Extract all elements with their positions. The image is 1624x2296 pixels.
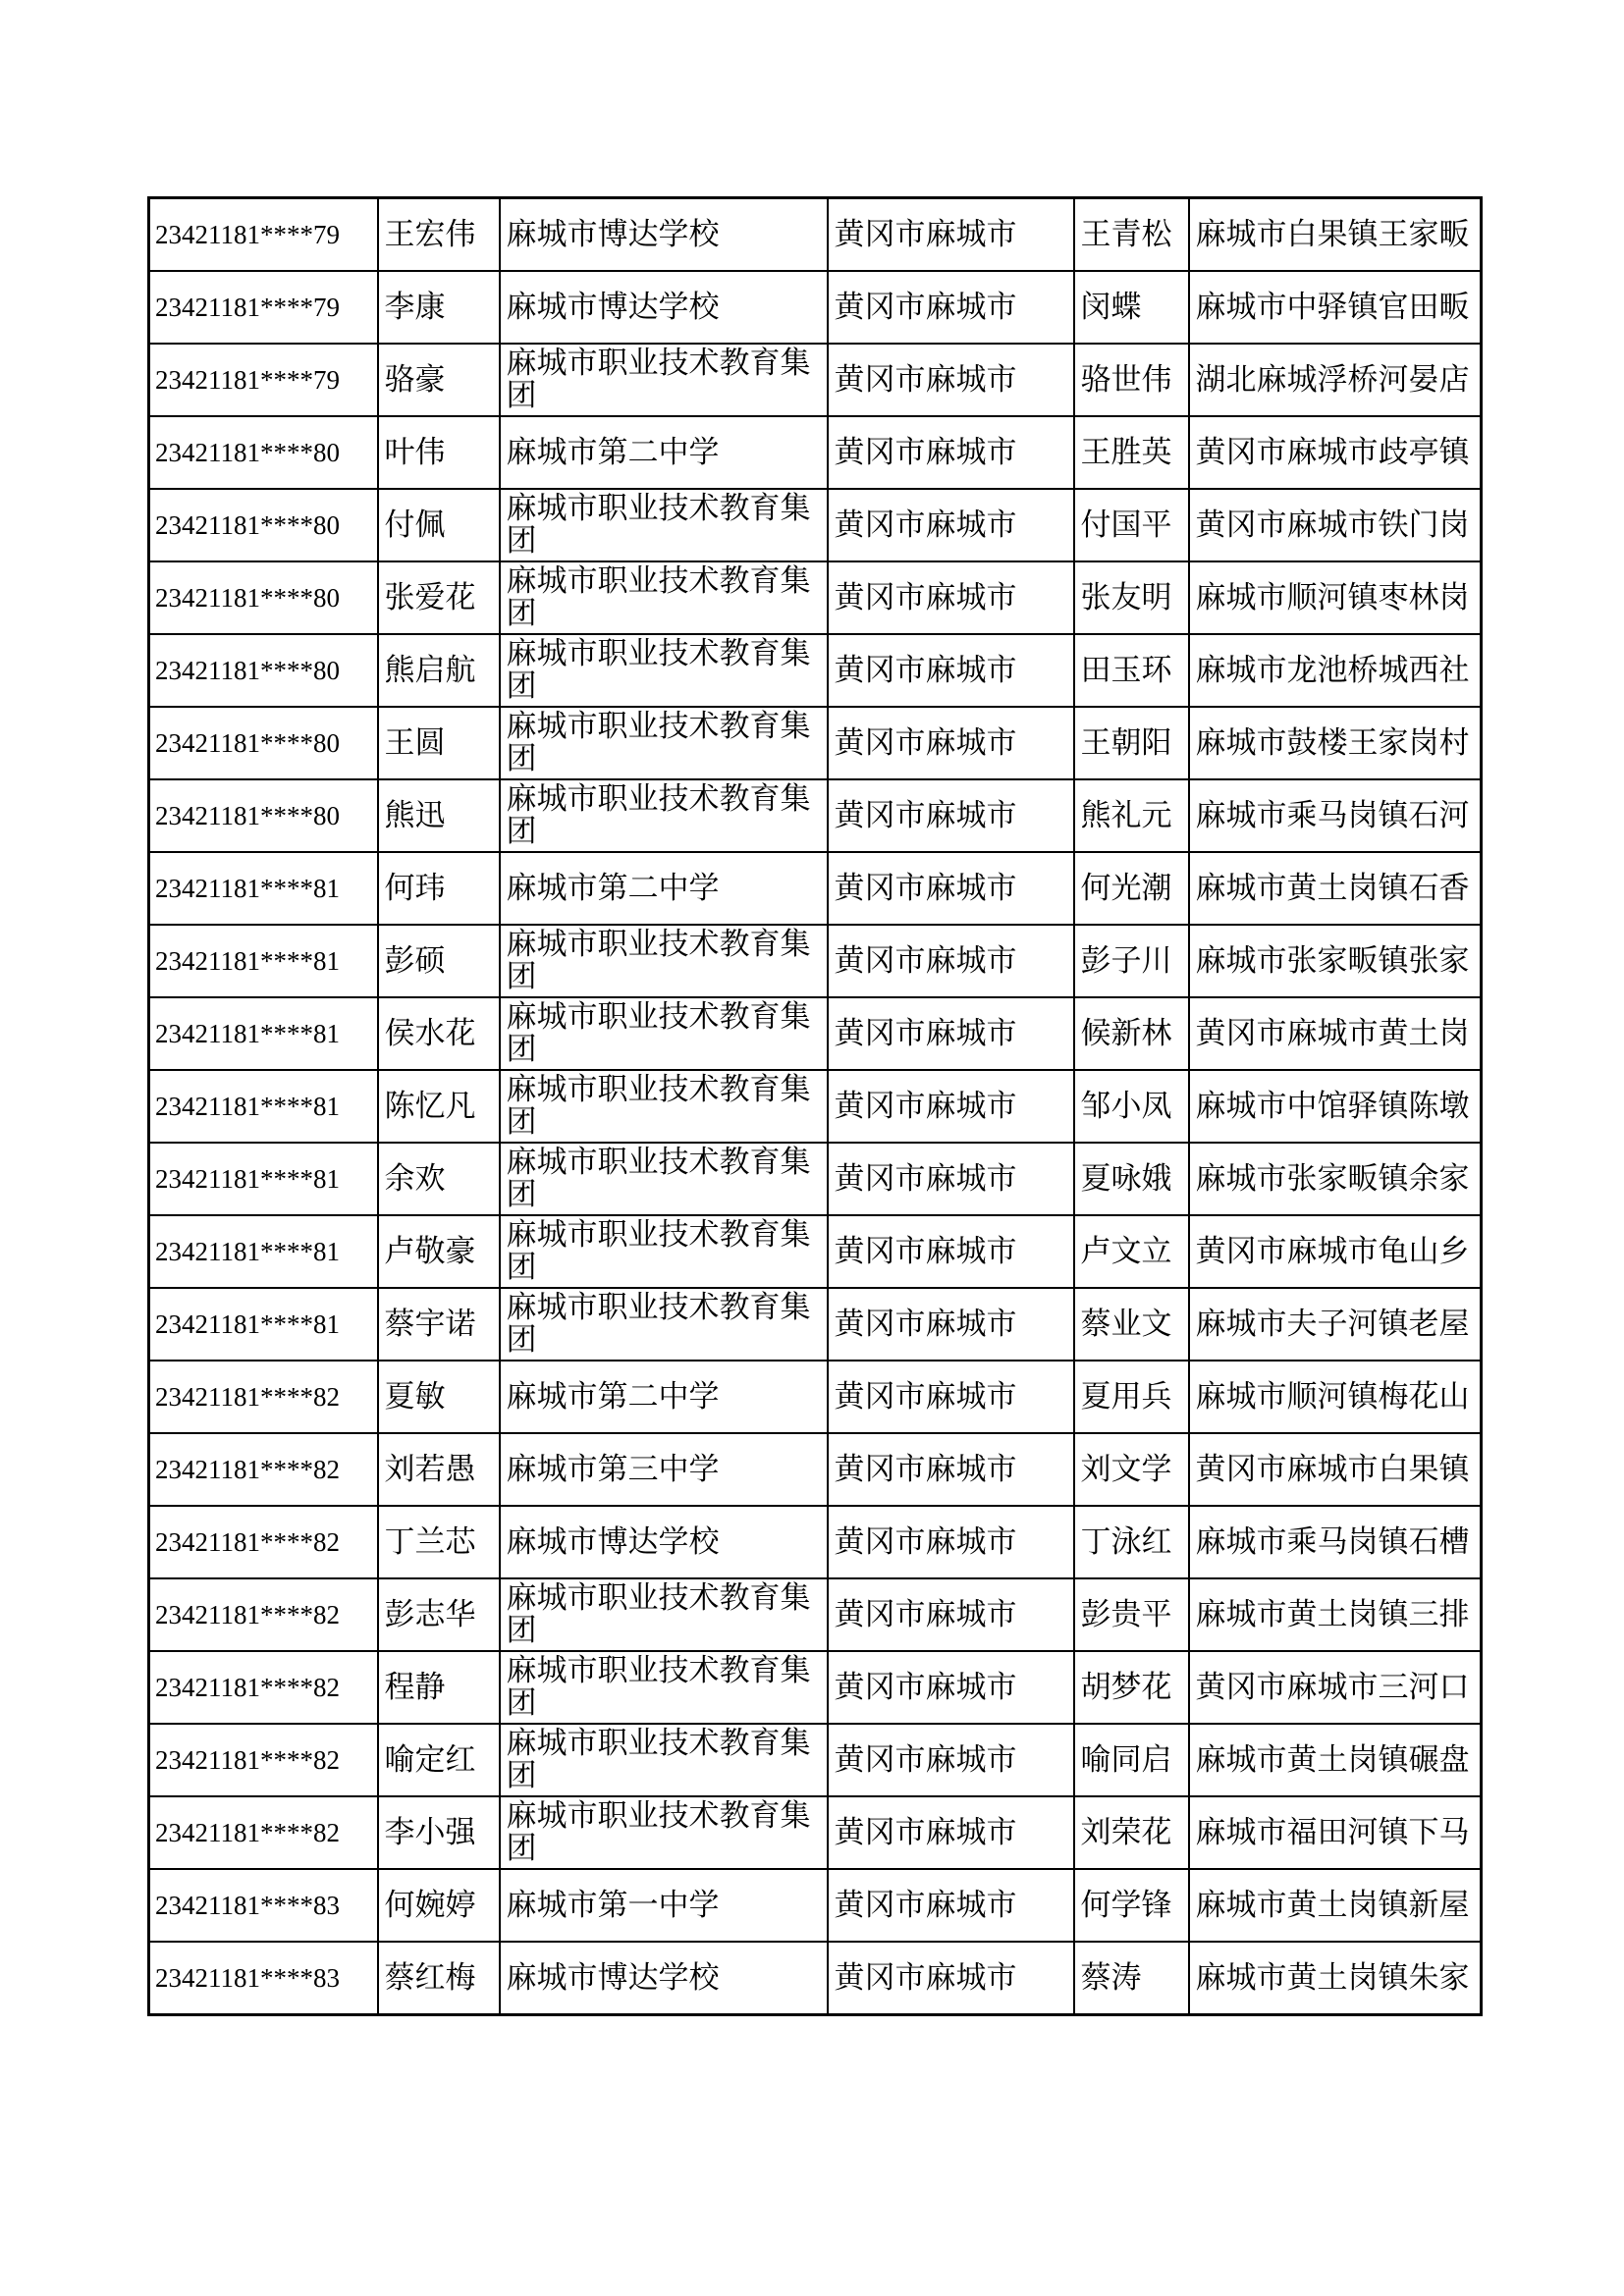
address-cell: 黄冈市麻城市黄土岗 bbox=[1189, 997, 1482, 1070]
guardian-name-cell: 邹小凤 bbox=[1074, 1070, 1189, 1143]
school-cell: 麻城市职业技术教育集团 bbox=[500, 1143, 828, 1215]
table-row bbox=[149, 561, 1482, 634]
student-name-cell: 熊启航 bbox=[378, 634, 500, 707]
address-cell: 黄冈市麻城市龟山乡 bbox=[1189, 1215, 1482, 1288]
address-cell: 麻城市黄土岗镇新屋 bbox=[1189, 1869, 1482, 1942]
table-row bbox=[149, 1361, 1482, 1433]
region-cell: 黄冈市麻城市 bbox=[828, 707, 1074, 779]
exam-id-cell: 23421181****79 bbox=[149, 198, 378, 272]
school-cell: 麻城市职业技术教育集团 bbox=[500, 634, 828, 707]
student-name-cell: 彭志华 bbox=[378, 1578, 500, 1651]
table-row bbox=[149, 344, 1482, 416]
table-row bbox=[149, 1942, 1482, 2015]
guardian-name-cell: 蔡业文 bbox=[1074, 1288, 1189, 1361]
student-name-cell: 熊迅 bbox=[378, 779, 500, 852]
guardian-name-cell: 何光潮 bbox=[1074, 852, 1189, 925]
school-cell: 麻城市博达学校 bbox=[500, 271, 828, 344]
table-row bbox=[149, 416, 1482, 489]
school-cell: 麻城市职业技术教育集团 bbox=[500, 561, 828, 634]
guardian-name-cell: 闵蝶 bbox=[1074, 271, 1189, 344]
guardian-name-cell: 何学锋 bbox=[1074, 1869, 1189, 1942]
school-cell: 麻城市第二中学 bbox=[500, 852, 828, 925]
school-cell: 麻城市博达学校 bbox=[500, 198, 828, 272]
exam-id-cell: 23421181****82 bbox=[149, 1724, 378, 1796]
exam-id-cell: 23421181****83 bbox=[149, 1869, 378, 1942]
table-row bbox=[149, 271, 1482, 344]
student-name-cell: 陈忆凡 bbox=[378, 1070, 500, 1143]
region-cell: 黄冈市麻城市 bbox=[828, 634, 1074, 707]
guardian-name-cell: 丁泳红 bbox=[1074, 1506, 1189, 1578]
address-cell: 麻城市乘马岗镇石槽 bbox=[1189, 1506, 1482, 1578]
address-cell: 麻城市张家畈镇张家 bbox=[1189, 925, 1482, 997]
table-row bbox=[149, 707, 1482, 779]
table-row bbox=[149, 1578, 1482, 1651]
student-name-cell: 王圆 bbox=[378, 707, 500, 779]
address-cell: 麻城市中馆驿镇陈墩 bbox=[1189, 1070, 1482, 1143]
table-row bbox=[149, 1215, 1482, 1288]
table-row bbox=[149, 1433, 1482, 1506]
table-row bbox=[149, 1724, 1482, 1796]
guardian-name-cell: 王朝阳 bbox=[1074, 707, 1189, 779]
guardian-name-cell: 张友明 bbox=[1074, 561, 1189, 634]
address-cell: 麻城市黄土岗镇石香 bbox=[1189, 852, 1482, 925]
student-name-cell: 彭硕 bbox=[378, 925, 500, 997]
guardian-name-cell: 蔡涛 bbox=[1074, 1942, 1189, 2015]
student-name-cell: 何婉婷 bbox=[378, 1869, 500, 1942]
table-row bbox=[149, 1506, 1482, 1578]
guardian-name-cell: 喻同启 bbox=[1074, 1724, 1189, 1796]
address-cell: 黄冈市麻城市白果镇 bbox=[1189, 1433, 1482, 1506]
school-cell: 麻城市职业技术教育集团 bbox=[500, 1288, 828, 1361]
guardian-name-cell: 卢文立 bbox=[1074, 1215, 1189, 1288]
guardian-name-cell: 夏咏娥 bbox=[1074, 1143, 1189, 1215]
address-cell: 麻城市龙池桥城西社 bbox=[1189, 634, 1482, 707]
address-cell: 麻城市顺河镇梅花山 bbox=[1189, 1361, 1482, 1433]
region-cell: 黄冈市麻城市 bbox=[828, 416, 1074, 489]
exam-id-cell: 23421181****81 bbox=[149, 1143, 378, 1215]
region-cell: 黄冈市麻城市 bbox=[828, 925, 1074, 997]
exam-id-cell: 23421181****82 bbox=[149, 1578, 378, 1651]
region-cell: 黄冈市麻城市 bbox=[828, 271, 1074, 344]
exam-id-cell: 23421181****80 bbox=[149, 561, 378, 634]
address-cell: 麻城市顺河镇枣林岗 bbox=[1189, 561, 1482, 634]
region-cell: 黄冈市麻城市 bbox=[828, 852, 1074, 925]
student-name-cell: 王宏伟 bbox=[378, 198, 500, 272]
region-cell: 黄冈市麻城市 bbox=[828, 1433, 1074, 1506]
region-cell: 黄冈市麻城市 bbox=[828, 1578, 1074, 1651]
school-cell: 麻城市职业技术教育集团 bbox=[500, 1215, 828, 1288]
region-cell: 黄冈市麻城市 bbox=[828, 1361, 1074, 1433]
region-cell: 黄冈市麻城市 bbox=[828, 344, 1074, 416]
exam-id-cell: 23421181****82 bbox=[149, 1651, 378, 1724]
exam-id-cell: 23421181****81 bbox=[149, 997, 378, 1070]
address-cell: 黄冈市麻城市歧亭镇 bbox=[1189, 416, 1482, 489]
table-row bbox=[149, 997, 1482, 1070]
exam-id-cell: 23421181****83 bbox=[149, 1942, 378, 2015]
school-cell: 麻城市职业技术教育集团 bbox=[500, 779, 828, 852]
school-cell: 麻城市博达学校 bbox=[500, 1942, 828, 2015]
address-cell: 麻城市黄土岗镇碾盘 bbox=[1189, 1724, 1482, 1796]
student-name-cell: 刘若愚 bbox=[378, 1433, 500, 1506]
student-name-cell: 何玮 bbox=[378, 852, 500, 925]
school-cell: 麻城市职业技术教育集团 bbox=[500, 489, 828, 561]
address-cell: 黄冈市麻城市三河口 bbox=[1189, 1651, 1482, 1724]
student-name-cell: 骆豪 bbox=[378, 344, 500, 416]
student-name-cell: 叶伟 bbox=[378, 416, 500, 489]
region-cell: 黄冈市麻城市 bbox=[828, 1070, 1074, 1143]
school-cell: 麻城市第二中学 bbox=[500, 416, 828, 489]
student-name-cell: 程静 bbox=[378, 1651, 500, 1724]
exam-id-cell: 23421181****80 bbox=[149, 416, 378, 489]
school-cell: 麻城市第三中学 bbox=[500, 1433, 828, 1506]
table-row bbox=[149, 1651, 1482, 1724]
address-cell: 黄冈市麻城市铁门岗 bbox=[1189, 489, 1482, 561]
table-row bbox=[149, 925, 1482, 997]
address-cell: 麻城市夫子河镇老屋 bbox=[1189, 1288, 1482, 1361]
school-cell: 麻城市职业技术教育集团 bbox=[500, 707, 828, 779]
school-cell: 麻城市博达学校 bbox=[500, 1506, 828, 1578]
guardian-name-cell: 彭子川 bbox=[1074, 925, 1189, 997]
student-name-cell: 夏敏 bbox=[378, 1361, 500, 1433]
region-cell: 黄冈市麻城市 bbox=[828, 1724, 1074, 1796]
school-cell: 麻城市职业技术教育集团 bbox=[500, 1070, 828, 1143]
exam-id-cell: 23421181****80 bbox=[149, 634, 378, 707]
address-cell: 麻城市中驿镇官田畈 bbox=[1189, 271, 1482, 344]
student-name-cell: 侯水花 bbox=[378, 997, 500, 1070]
table-row bbox=[149, 1796, 1482, 1869]
guardian-name-cell: 王胜英 bbox=[1074, 416, 1189, 489]
table-row bbox=[149, 1288, 1482, 1361]
table-row bbox=[149, 779, 1482, 852]
region-cell: 黄冈市麻城市 bbox=[828, 1651, 1074, 1724]
guardian-name-cell: 田玉环 bbox=[1074, 634, 1189, 707]
exam-id-cell: 23421181****79 bbox=[149, 344, 378, 416]
exam-id-cell: 23421181****81 bbox=[149, 1070, 378, 1143]
table-row bbox=[149, 852, 1482, 925]
guardian-name-cell: 彭贵平 bbox=[1074, 1578, 1189, 1651]
guardian-name-cell: 骆世伟 bbox=[1074, 344, 1189, 416]
school-cell: 麻城市职业技术教育集团 bbox=[500, 1796, 828, 1869]
student-name-cell: 蔡宇诺 bbox=[378, 1288, 500, 1361]
region-cell: 黄冈市麻城市 bbox=[828, 1506, 1074, 1578]
guardian-name-cell: 刘荣花 bbox=[1074, 1796, 1189, 1869]
address-cell: 麻城市鼓楼王家岗村 bbox=[1189, 707, 1482, 779]
school-cell: 麻城市第一中学 bbox=[500, 1869, 828, 1942]
region-cell: 黄冈市麻城市 bbox=[828, 1796, 1074, 1869]
school-cell: 麻城市职业技术教育集团 bbox=[500, 925, 828, 997]
school-cell: 麻城市职业技术教育集团 bbox=[500, 1651, 828, 1724]
address-cell: 麻城市白果镇王家畈 bbox=[1189, 198, 1482, 272]
student-name-cell: 喻定红 bbox=[378, 1724, 500, 1796]
school-cell: 麻城市第二中学 bbox=[500, 1361, 828, 1433]
guardian-name-cell: 刘文学 bbox=[1074, 1433, 1189, 1506]
exam-id-cell: 23421181****80 bbox=[149, 489, 378, 561]
exam-id-cell: 23421181****80 bbox=[149, 779, 378, 852]
table-row bbox=[149, 1143, 1482, 1215]
exam-id-cell: 23421181****82 bbox=[149, 1506, 378, 1578]
region-cell: 黄冈市麻城市 bbox=[828, 1869, 1074, 1942]
student-name-cell: 丁兰芯 bbox=[378, 1506, 500, 1578]
roster-body bbox=[149, 198, 1482, 2015]
region-cell: 黄冈市麻城市 bbox=[828, 997, 1074, 1070]
table-row bbox=[149, 1070, 1482, 1143]
address-cell: 麻城市黄土岗镇朱家 bbox=[1189, 1942, 1482, 2015]
student-name-cell: 付佩 bbox=[378, 489, 500, 561]
table-row bbox=[149, 634, 1482, 707]
address-cell: 麻城市张家畈镇余家 bbox=[1189, 1143, 1482, 1215]
region-cell: 黄冈市麻城市 bbox=[828, 779, 1074, 852]
address-cell: 麻城市福田河镇下马 bbox=[1189, 1796, 1482, 1869]
region-cell: 黄冈市麻城市 bbox=[828, 561, 1074, 634]
student-name-cell: 张爱花 bbox=[378, 561, 500, 634]
guardian-name-cell: 候新林 bbox=[1074, 997, 1189, 1070]
school-cell: 麻城市职业技术教育集团 bbox=[500, 344, 828, 416]
exam-id-cell: 23421181****81 bbox=[149, 852, 378, 925]
student-name-cell: 蔡红梅 bbox=[378, 1942, 500, 2015]
table-row bbox=[149, 1869, 1482, 1942]
exam-id-cell: 23421181****82 bbox=[149, 1361, 378, 1433]
exam-id-cell: 23421181****80 bbox=[149, 707, 378, 779]
student-name-cell: 李康 bbox=[378, 271, 500, 344]
exam-id-cell: 23421181****81 bbox=[149, 925, 378, 997]
region-cell: 黄冈市麻城市 bbox=[828, 1942, 1074, 2015]
region-cell: 黄冈市麻城市 bbox=[828, 1143, 1074, 1215]
guardian-name-cell: 付国平 bbox=[1074, 489, 1189, 561]
region-cell: 黄冈市麻城市 bbox=[828, 489, 1074, 561]
region-cell: 黄冈市麻城市 bbox=[828, 1288, 1074, 1361]
roster-table bbox=[147, 196, 1483, 2016]
exam-id-cell: 23421181****81 bbox=[149, 1288, 378, 1361]
guardian-name-cell: 胡梦花 bbox=[1074, 1651, 1189, 1724]
student-name-cell: 卢敬豪 bbox=[378, 1215, 500, 1288]
address-cell: 麻城市黄土岗镇三排 bbox=[1189, 1578, 1482, 1651]
school-cell: 麻城市职业技术教育集团 bbox=[500, 1578, 828, 1651]
guardian-name-cell: 熊礼元 bbox=[1074, 779, 1189, 852]
region-cell: 黄冈市麻城市 bbox=[828, 198, 1074, 272]
school-cell: 麻城市职业技术教育集团 bbox=[500, 1724, 828, 1796]
guardian-name-cell: 夏用兵 bbox=[1074, 1361, 1189, 1433]
address-cell: 湖北麻城浮桥河晏店 bbox=[1189, 344, 1482, 416]
exam-id-cell: 23421181****79 bbox=[149, 271, 378, 344]
region-cell: 黄冈市麻城市 bbox=[828, 1215, 1074, 1288]
table-row bbox=[149, 198, 1482, 272]
table-row bbox=[149, 489, 1482, 561]
student-name-cell: 李小强 bbox=[378, 1796, 500, 1869]
guardian-name-cell: 王青松 bbox=[1074, 198, 1189, 272]
school-cell: 麻城市职业技术教育集团 bbox=[500, 997, 828, 1070]
exam-id-cell: 23421181****82 bbox=[149, 1433, 378, 1506]
exam-id-cell: 23421181****82 bbox=[149, 1796, 378, 1869]
exam-id-cell: 23421181****81 bbox=[149, 1215, 378, 1288]
student-name-cell: 余欢 bbox=[378, 1143, 500, 1215]
address-cell: 麻城市乘马岗镇石河 bbox=[1189, 779, 1482, 852]
